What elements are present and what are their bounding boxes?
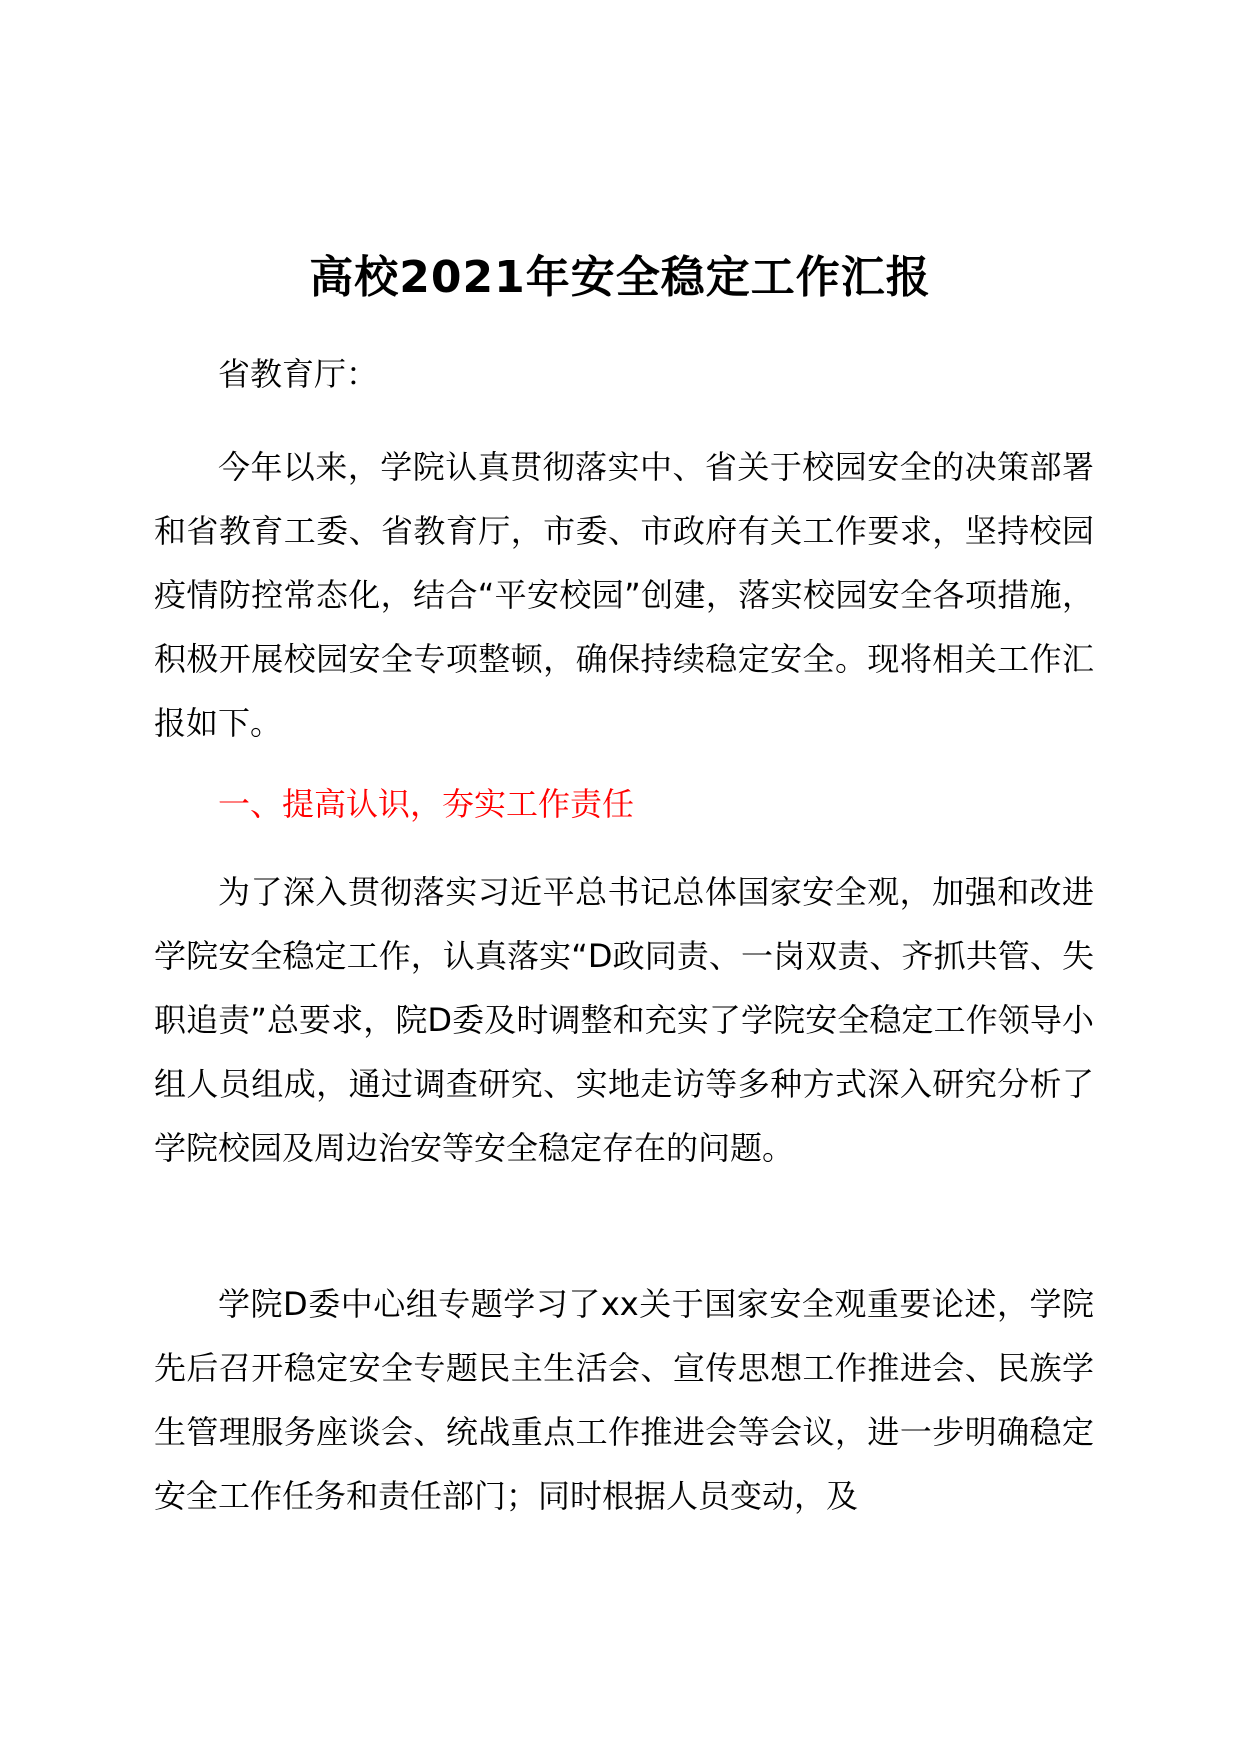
paragraph-3-text: 学院D委中心组专题学习了xx关于国家安全观重要论述，学院先后召开稳定安全专题民主生活会、宣传思想工作推进会、民族学生管理服务座谈会、统战重点工作推进会等会议，进一步明确稳定安全工作任务和责任部门；同时根据人员变动，及 xyxy=(154,1285,1094,1515)
section-1-heading: 一、提高认识，夯实工作责任 xyxy=(218,785,635,823)
salutation: 省教育厅： xyxy=(218,355,379,393)
body-paragraph-2 xyxy=(154,860,1094,1180)
body-paragraph-3 xyxy=(154,1272,1094,1528)
document-title: 高校2021年安全稳定工作汇报 xyxy=(309,252,931,303)
body-paragraph-1 xyxy=(154,435,1094,755)
paragraph-2-text: 为了深入贯彻落实习近平总书记总体国家安全观，加强和改进学院安全稳定工作，认真落实“D政同责、一岗双责、齐抓共管、失职追责”总要求，院D委及时调整和充实了学院安全稳定工作领导小组人员组成，通过调查研究、实地走访等多种方式深入研究分析了学院校园及周边治安等安全稳定存在的问题。 xyxy=(154,873,1094,1167)
paragraph-1-text: 今年以来，学院认真贯彻落实中、省关于校园安全的决策部署和省教育工委、省教育厅，市委、市政府有关工作要求，坚持校园疫情防控常态化，结合“平安校园”创建，落实校园安全各项措施，积极开展校园安全专项整顿，确保持续稳定安全。现将相关工作汇报如下。 xyxy=(154,448,1094,742)
